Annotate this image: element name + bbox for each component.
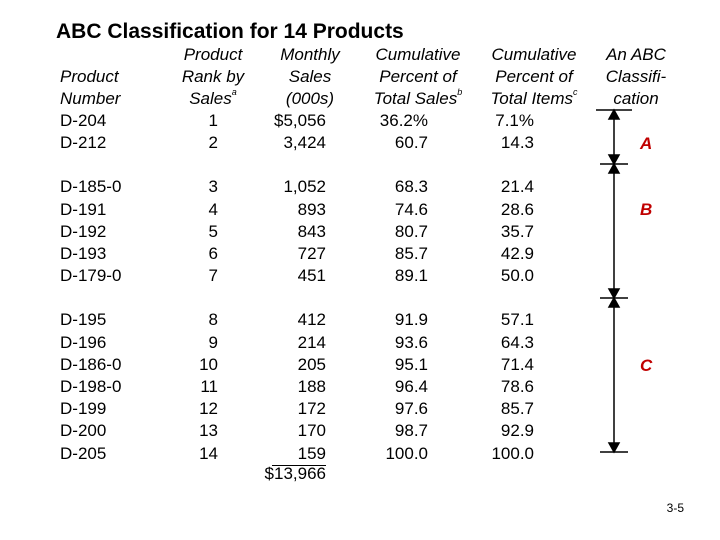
- cum-pct-sales-cell: 91.9: [394, 310, 428, 330]
- monthly-sales-cell: $5,056: [274, 111, 326, 130]
- rank-cell: 3: [208, 177, 218, 197]
- total-sales: $13,966: [264, 464, 326, 483]
- monthly-sales-cell: 188: [297, 377, 326, 397]
- footnote-a: a: [231, 87, 237, 98]
- cum-pct-items-cell: 64.3: [500, 332, 534, 352]
- cum-pct-sales-cell: 68.3: [394, 177, 428, 197]
- last-sales-underlined: 159: [272, 443, 326, 466]
- cum-pct-sales-cell: 97.6: [394, 399, 428, 419]
- rank-cell: 7: [208, 266, 218, 286]
- arrow-a-head-up: [609, 110, 619, 119]
- header-product-number: Product Number: [60, 67, 121, 108]
- cum-pct-items-cell: 78.6: [500, 377, 534, 397]
- cum-pct-items-cell: 85.7: [500, 399, 534, 419]
- header-cum-pct-items: Cumulative Percent of Total Items$^c$: [490, 45, 578, 108]
- product-number-cell: D-196: [60, 332, 107, 352]
- rank-cell: 9: [208, 332, 218, 352]
- product-number-cell: D-205: [60, 443, 107, 463]
- class-label-b: B: [640, 200, 653, 219]
- cum-pct-sales-cell: 80.7: [394, 221, 428, 241]
- cum-pct-items-cell: 57.1: [500, 310, 534, 330]
- product-number-cell: D-204: [60, 111, 107, 130]
- monthly-sales-cell: 451: [297, 266, 326, 286]
- header-cum-pct-sales: Cumulative Percent of Total Sales$^b$: [373, 45, 463, 108]
- product-number-cell: D-200: [60, 421, 107, 441]
- product-number-cell: D-192: [60, 221, 107, 241]
- cum-pct-items-cell: 92.9: [500, 421, 534, 441]
- product-number-cell: D-195: [60, 310, 107, 330]
- monthly-sales-cell: 205: [297, 354, 326, 374]
- monthly-sales-cell: 893: [297, 199, 326, 219]
- rank-cell: 13: [199, 421, 218, 441]
- cum-pct-items-cell: 14.3: [500, 133, 534, 153]
- page-number: 3-5: [666, 501, 684, 515]
- cum-pct-sales-cell: 100.0: [385, 443, 428, 463]
- monthly-sales-cell: 170: [297, 421, 326, 441]
- rank-cell: 5: [208, 221, 218, 241]
- footnote-c: c: [573, 87, 578, 98]
- cum-pct-sales-cell: 95.1: [394, 354, 428, 374]
- arrow-c-head-up: [609, 298, 619, 307]
- footnote-b: b: [457, 87, 463, 98]
- arrow-c-head-down: [609, 443, 619, 452]
- monthly-sales-cell: 843: [297, 221, 326, 241]
- monthly-sales-cell: 1,052: [283, 177, 326, 197]
- product-number-cell: D-186-0: [60, 354, 122, 374]
- cum-pct-items-cell: 7.1%: [495, 111, 534, 130]
- product-number-cell: D-191: [60, 199, 107, 219]
- product-number-cell: D-179-0: [60, 266, 122, 286]
- header-abc-class: An ABC Classifi- cation: [605, 45, 667, 108]
- rank-cell: 1: [208, 111, 218, 130]
- cum-pct-items-cell: 50.0: [500, 266, 534, 286]
- cum-pct-items-cell: 100.0: [491, 443, 534, 463]
- rank-cell: 8: [208, 310, 218, 330]
- cum-pct-items-cell: 71.4: [500, 354, 534, 374]
- rank-cell: 14: [199, 443, 218, 463]
- product-number-cell: D-212: [60, 133, 107, 153]
- cum-pct-sales-cell: 98.7: [394, 421, 428, 441]
- slide-title: ABC Classification for 14 Products: [56, 20, 404, 43]
- product-number-cell: D-198-0: [60, 377, 122, 397]
- cum-pct-sales-cell: 74.6: [394, 199, 428, 219]
- rank-cell: 6: [208, 244, 218, 264]
- product-number-cell: D-185-0: [60, 177, 122, 197]
- monthly-sales-cell: 214: [297, 332, 326, 352]
- cum-pct-sales-cell: 36.2%: [379, 111, 428, 130]
- monthly-sales-cell: 172: [297, 399, 326, 419]
- arrow-b-head-up: [609, 164, 619, 173]
- cum-pct-items-cell: 21.4: [500, 177, 534, 197]
- header-rank: Product Rank by Sales$^a$: [181, 45, 245, 108]
- rank-cell: 4: [208, 199, 218, 219]
- cum-pct-sales-cell: 85.7: [394, 244, 428, 264]
- cum-pct-items-cell: 35.7: [500, 221, 534, 241]
- cum-pct-sales-cell: 60.7: [394, 133, 428, 153]
- cum-pct-sales-cell: 96.4: [394, 377, 428, 397]
- class-label-c: C: [640, 356, 653, 375]
- rank-cell: 10: [199, 354, 218, 374]
- rank-cell: 2: [208, 133, 218, 153]
- product-number-cell: D-193: [60, 244, 107, 264]
- monthly-sales-cell: 727: [297, 244, 326, 264]
- product-number-cell: D-199: [60, 399, 107, 419]
- header-monthly-sales: Monthly Sales (000s): [280, 45, 340, 108]
- rank-cell: 11: [200, 377, 218, 397]
- class-label-a: A: [640, 134, 653, 153]
- cum-pct-items-cell: 28.6: [500, 199, 534, 219]
- monthly-sales-cell: 3,424: [283, 133, 326, 153]
- cum-pct-sales-cell: 93.6: [394, 332, 428, 352]
- monthly-sales-cell: 412: [297, 310, 326, 330]
- cum-pct-sales-cell: 89.1: [394, 266, 428, 286]
- cum-pct-items-cell: 42.9: [500, 244, 534, 264]
- rank-cell: 12: [199, 399, 218, 419]
